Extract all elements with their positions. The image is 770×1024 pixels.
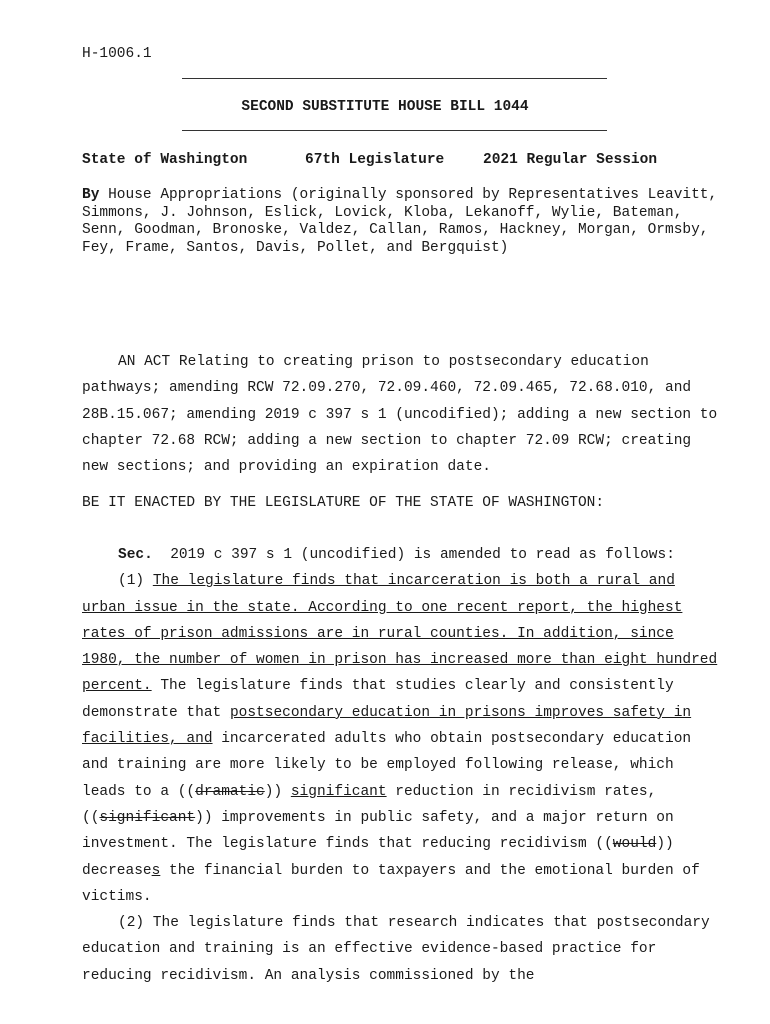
title-rule-bottom: [182, 130, 607, 131]
para1-text-7: the financial burden to taxpayers and the emotional burden of victims.: [82, 862, 700, 905]
sponsors-by-label: By: [82, 187, 100, 203]
bill-title: SECOND SUBSTITUTE HOUSE BILL 1044: [241, 99, 529, 115]
para1-number: (1): [118, 573, 153, 590]
header-session: 2021 Regular Session: [483, 152, 658, 168]
sponsors-text: House Appropriations (originally sponsored by Representatives Leavitt, Simmons, J. Johnson, Eslick, Lovick, Kloba, Lekanoff, Wylie, Bateman, Senn, Goodman, Bronoske, Valdez, Callan, Ramos, Hackney, Morgan, Ormsby, Fey, Frame, Santos, Davis, Pollet, and Bergquist): [82, 187, 718, 256]
act-paragraph: [82, 349, 722, 480]
act-text: AN ACT Relating to creating prison to postsecondary education pathways; amending RCW 72.09.270, 72.09.460, 72.09.465, 72.68.010, and 28B.15.067; amending 2019 c 397 s 1 (uncodified); adding a new section to chapter 72.68 RCW; adding a new section to chapter 72.09 RCW; creating new sections; and providing an expiration date.: [82, 354, 718, 476]
sponsors-block: [82, 187, 722, 257]
para1-text-6: )) decrease: [82, 836, 674, 879]
para1-text-5: )) improvements in public safety, and a major return on investment. The legislature finds that reducing recidivism ((: [82, 809, 674, 853]
para1-inserted-text-3: significant: [290, 783, 387, 800]
enacting-clause: BE IT ENACTED BY THE LEGISLATURE OF THE STATE OF WASHINGTON:: [82, 495, 605, 511]
para1-deleted-text-3: would: [612, 836, 657, 853]
header-state: State of Washington: [82, 152, 248, 168]
section-label: Sec.: [118, 547, 153, 563]
section-paragraph: [82, 542, 722, 989]
header-legislature: 67th Legislature: [305, 152, 445, 168]
para1-text-4: reduction in recidivism rates, ((: [82, 783, 657, 826]
para1-text-1: The legislature finds that studies clearly and consistently demonstrate that: [82, 678, 674, 721]
section-text: 2019 c 397 s 1 (uncodified) is amended to read as follows:: [170, 547, 675, 563]
para1-deleted-text-2: significant: [99, 809, 196, 826]
para1-text-3: )): [264, 783, 291, 800]
para1-inserted-text-1: The legislature finds that incarceration is both a rural and urban issue in the state. According to one recent report, the highest rates of prison admissions are in rural counties. In addition, since 1980, the number of women in prison has increased more than eight hundred percent.: [82, 573, 718, 695]
title-rule-top: [182, 78, 607, 79]
para1-inserted-text-2: postsecondary education in prisons improves safety in facilities, and: [82, 704, 692, 748]
para1-deleted-text-1: dramatic: [195, 783, 265, 800]
para1-text-2: incarcerated adults who obtain postsecondary education and training are more likely to be employed following release, which leads to a ((: [82, 731, 692, 800]
para2-text: (2) The legislature finds that research indicates that postsecondary education and training is an effective evidence-based practice for reducing recidivism. An analysis commissioned by the: [82, 915, 710, 984]
para1-inserted-text-4: s: [151, 862, 161, 879]
document-id: H-1006.1: [82, 46, 152, 62]
